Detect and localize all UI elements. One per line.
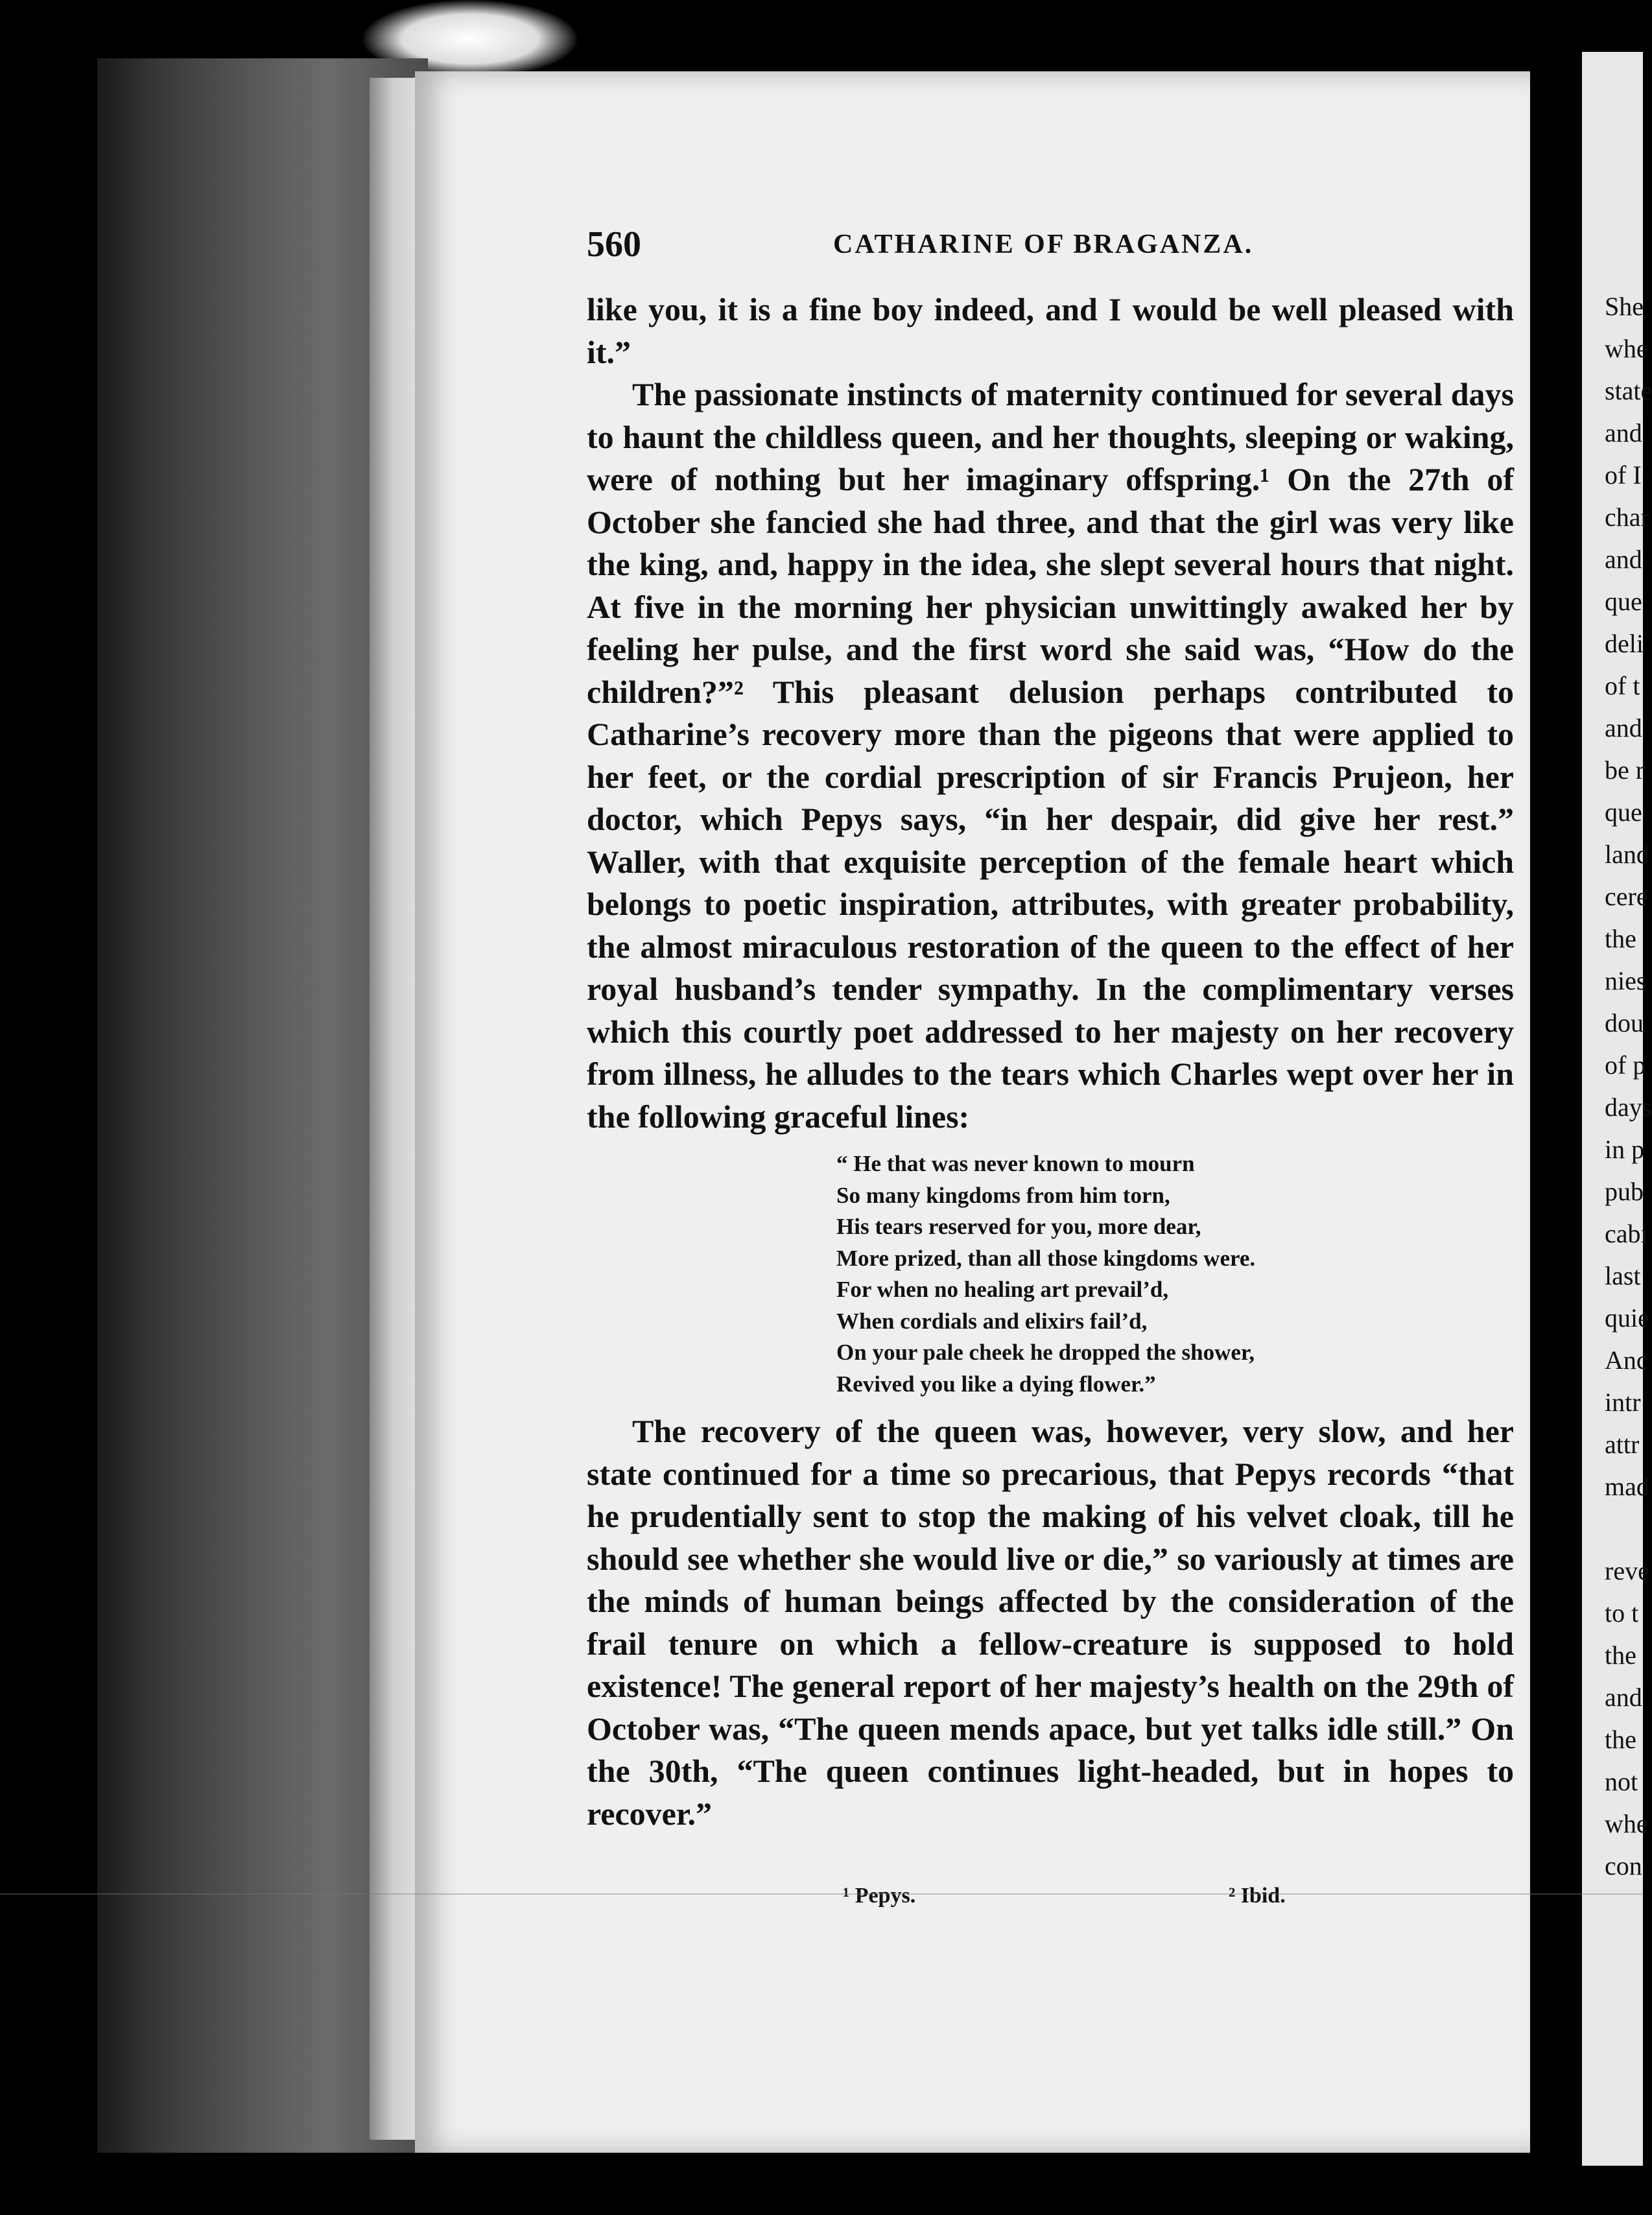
adjacent-page-strip [1582,52,1652,2166]
paragraph-1: like you, it is a fine boy indeed, and I would be well pleased with it.” [587,291,1514,370]
verse-line: When cordials and elixirs fail’d, [836,1308,1148,1334]
page-header [587,224,1507,269]
verse-line: On your pale cheek he dropped the shower, [836,1340,1255,1365]
verse-line: For when no healing art prevail’d, [836,1277,1169,1302]
verse-line: More prized, than all those kingdoms were. [836,1245,1256,1271]
verse-line: So many kingdoms from him torn, [836,1182,1170,1208]
footnote-1: ¹ Pepys. [843,1884,916,1908]
adjacent-page-text: She whe state and of I char and que deli of t and be r que land cere the nies dou of p days in p pub cabi last quie Anc intr attr mad reve to t the and the not whe con [1605,292,1652,1880]
page-body [587,289,1514,1835]
scan-line-artifact [0,1893,1643,1895]
paragraph-2: The passionate instincts of maternity continued for several days to haunt the childless queen, and her thoughts, sleeping or waking, were of nothing but her imaginary offspring.¹ On the 27th of October she fancied she had three, and that the girl was very like the king, and, happy in the idea, she slept several hours that night. At five in the morning her physician unwittingly awaked her by feeling her pulse, and the first word she said was, “How do the children?”² This pleasant delusion perhaps contributed to Catharine’s recovery more than the pigeons that were applied to her feet, or the cordial prescription of sir Francis Prujeon, her doctor, which Pepys says, “in her despair, did give her rest.” Waller, with that exquisite perception of the female heart which belongs to poetic inspiration, attributes, with greater probability, the almost miraculous restoration of the queen to the effect of her royal husband’s tender sympathy. In the complimentary verses which this courtly poet addressed to her majesty on her recovery from illness, he alludes to the tears which Charles wept over her in the following graceful lines: [587,376,1514,1135]
verse-block [836,1148,1514,1400]
footnote-2: ² Ibid. [1229,1884,1286,1908]
running-title: CATHARINE OF BRAGANZA. [833,230,1254,259]
verse-line: “ He that was never known to mourn [836,1151,1195,1176]
verse-line: Revived you like a dying flower.” [836,1371,1156,1397]
verse-line: His tears reserved for you, more dear, [836,1214,1201,1239]
paragraph-3: The recovery of the queen was, however, very slow, and her state continued for a time so precarious, that Pepys records “that he prudentially sent to stop the making of his velvet cloak, till he should see whether she would live or die,” so variously at times are the minds of human beings affected by the consideration of the frail tenure on which a fellow-creature is supposed to hold existence! The general report of her majesty’s health on the 29th of October was, “The queen mends apace, but yet talks idle still.” On the 30th, “The queen continues light-headed, but in hopes to recover.” [587,1413,1514,1832]
page-number: 560 [587,224,641,265]
